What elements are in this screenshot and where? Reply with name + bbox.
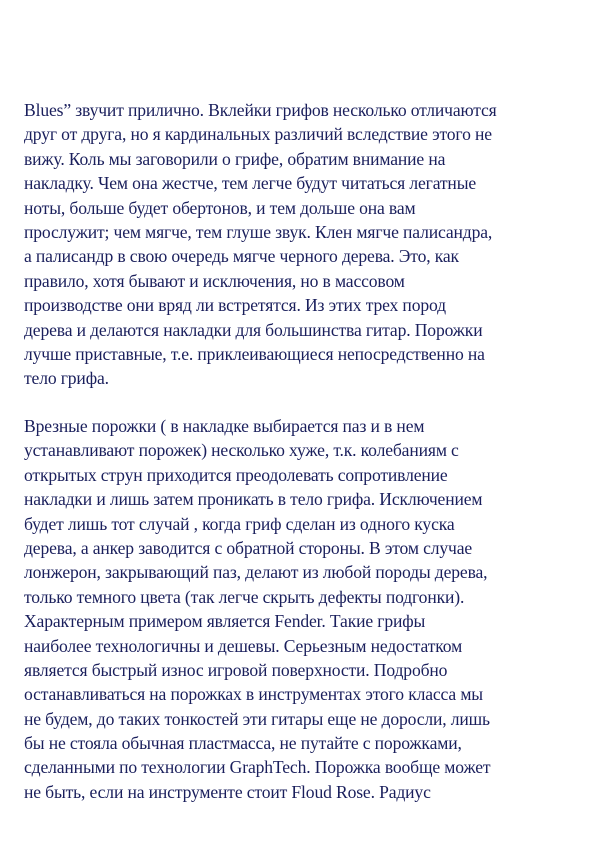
text-line: накладки и лишь затем проникать в тело грифа. Исключением <box>24 489 483 510</box>
text-line: тело грифа. <box>24 368 109 389</box>
text-line: будет лишь тот случай , когда гриф сделан из одного куска <box>24 513 455 534</box>
text-line: не будем, до таких тонкостей эти гитары еще не доросли, лишь <box>24 708 490 729</box>
text-line: вижу. Коль мы заговорили о грифе, обратим внимание на <box>24 148 446 169</box>
text-line: прослужит; чем мягче, тем глуше звук. Клен мягче палисандра, <box>24 221 493 242</box>
text-line: дерева, а анкер заводится с обратной стороны. В этом случае <box>24 537 473 558</box>
text-line: ноты, больше будет обертонов, и тем дольше она вам <box>24 197 416 218</box>
text-line: не быть, если на инструменте стоит Floud Rose. Радиус <box>24 781 431 802</box>
paragraph-nut-types <box>24 414 490 804</box>
text-line: устанавливают порожек) несколько хуже, т.к. колебаниям с <box>24 440 459 461</box>
text-line: Врезные порожки ( в накладке выбирается паз и в нем <box>24 416 425 436</box>
text-line: только темного цвета (так легче скрыть дефекты подгонки). <box>24 586 465 607</box>
text-line: друг от друга, но я кардинальных различий вследствие этого не <box>24 124 492 145</box>
text-line: является быстрый износ игровой поверхности. Подробно <box>24 659 448 680</box>
text-line: а палисандр в свою очередь мягче черного дерева. Это, как <box>24 246 459 267</box>
text-line: дерева и делаются накладки для большинства гитар. Порожки <box>24 319 483 340</box>
text-line: останавливаться на порожках в инструментах этого класса мы <box>24 684 483 705</box>
text-line: бы не стояла обычная пластмасса, не путайте с порожками, <box>24 733 462 754</box>
text-line: накладку. Чем она жестче, тем легче будут читаться легатные <box>24 173 477 194</box>
text-line: открытых струн приходится преодолевать сопротивление <box>24 464 448 485</box>
paragraph-fretboard-materials <box>24 98 497 391</box>
text-line: лонжерон, закрывающий паз, делают из любой породы дерева, <box>24 562 488 583</box>
text-line: Характерным примером является Fender. Такие грифы <box>24 611 426 632</box>
text-line: сделанными по технологии GraphTech. Порожка вообще может <box>24 757 491 778</box>
text-line: наиболее технологичны и дешевы. Серьезным недостатком <box>24 635 463 656</box>
text-line: лучше приставные, т.е. приклеивающиеся непосредственно на <box>24 343 485 364</box>
text-line: производстве они вряд ли встретятся. Из этих трех пород <box>24 295 446 316</box>
text-line: правило, хотя бывают и исключения, но в массовом <box>24 270 405 291</box>
text-line: Blues” звучит прилично. Вклейки грифов несколько отличаются <box>24 100 497 120</box>
